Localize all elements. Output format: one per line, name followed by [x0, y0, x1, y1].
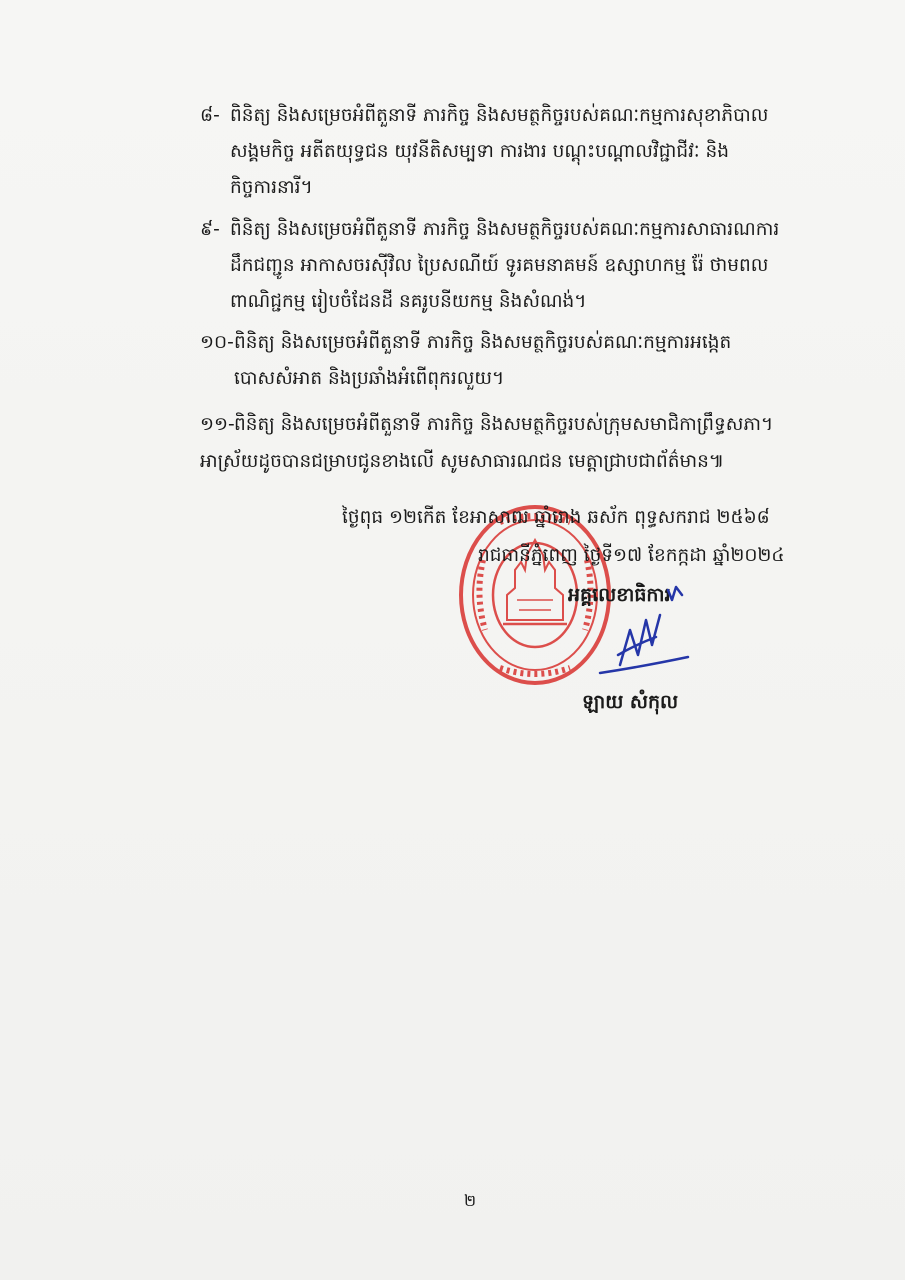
item-line: កិច្ចការនារី។ — [230, 177, 313, 198]
list-item-11 — [200, 407, 810, 443]
item-line: ពិនិត្យ និងសម្រេចអំពីតួនាទី ភារកិច្ច និងសមត្ថកិច្ចរបស់គណៈកម្មការសាធារណការ — [230, 219, 780, 240]
list-item-8 — [200, 98, 810, 206]
item-line: ពិនិត្យ និងសម្រេចអំពីតួនាទី ភារកិច្ច និងសមត្ថកិច្ចរបស់គណៈកម្មការសុខាភិបាល — [230, 105, 769, 126]
item-number: ៩- — [200, 219, 220, 240]
item-line: បោសសំអាត និងប្រឆាំងអំពើពុករលួយ។ — [234, 368, 505, 389]
page-number: ២ — [464, 1191, 477, 1210]
item-line: សង្គមកិច្ច អតីតយុទ្ធជន យុវនីតិសម្បទា ការងារ បណ្ដុះបណ្ដាលវិជ្ជាជីវៈ និង — [230, 141, 729, 162]
item-number: ១០- — [200, 332, 234, 353]
lunar-date: ថ្ងៃពុធ ១២កើត ខែអាសាឍ ឆ្នាំរោង ឆស័ក ពុទ្ធសករាជ ២៥៦៨ — [342, 507, 770, 528]
signatory-title: អគ្គលេខាធិការ — [568, 584, 671, 606]
item-number: ១១- — [200, 414, 235, 435]
signatory-name: ឡាយ សំកុល — [582, 691, 679, 713]
item-line: ពិនិត្យ និងសម្រេចអំពីតួនាទី ភារកិច្ច និងសមត្ថកិច្ចរបស់គណៈកម្មការអង្កេត — [234, 332, 732, 353]
list-item-10 — [200, 325, 810, 397]
signature-icon — [560, 545, 700, 695]
closing-statement: អាស្រ័យដូចបានជម្រាបជូនខាងលើ សូមសាធារណជន មេត្តាជ្រាបជាព័ត៌មាន៕ — [200, 451, 725, 472]
item-number: ៨- — [200, 105, 220, 126]
item-line: ដឹកជញ្ជូន អាកាសចរស៊ីវិល ប្រៃសណីយ៍ ទូរគមនាគមន៍ ឧស្សាហកម្ម រ៉ែ ថាមពល — [230, 255, 769, 276]
list-item-9 — [200, 212, 810, 320]
item-line: ពិនិត្យ និងសម្រេចអំពីតួនាទី ភារកិច្ច និងសមត្ថកិច្ចរបស់ក្រុមសមាជិកាព្រឹទ្ធសភា។ — [234, 414, 774, 435]
item-line: ពាណិជ្ជកម្ម រៀបចំដែនដី នគរូបនីយកម្ម និងសំណង់។ — [230, 291, 587, 312]
solar-date: រាជធានីភ្នំពេញ ថ្ងៃទី១៧ ខែកក្កដា ឆ្នាំ២០២៤ — [478, 545, 785, 566]
